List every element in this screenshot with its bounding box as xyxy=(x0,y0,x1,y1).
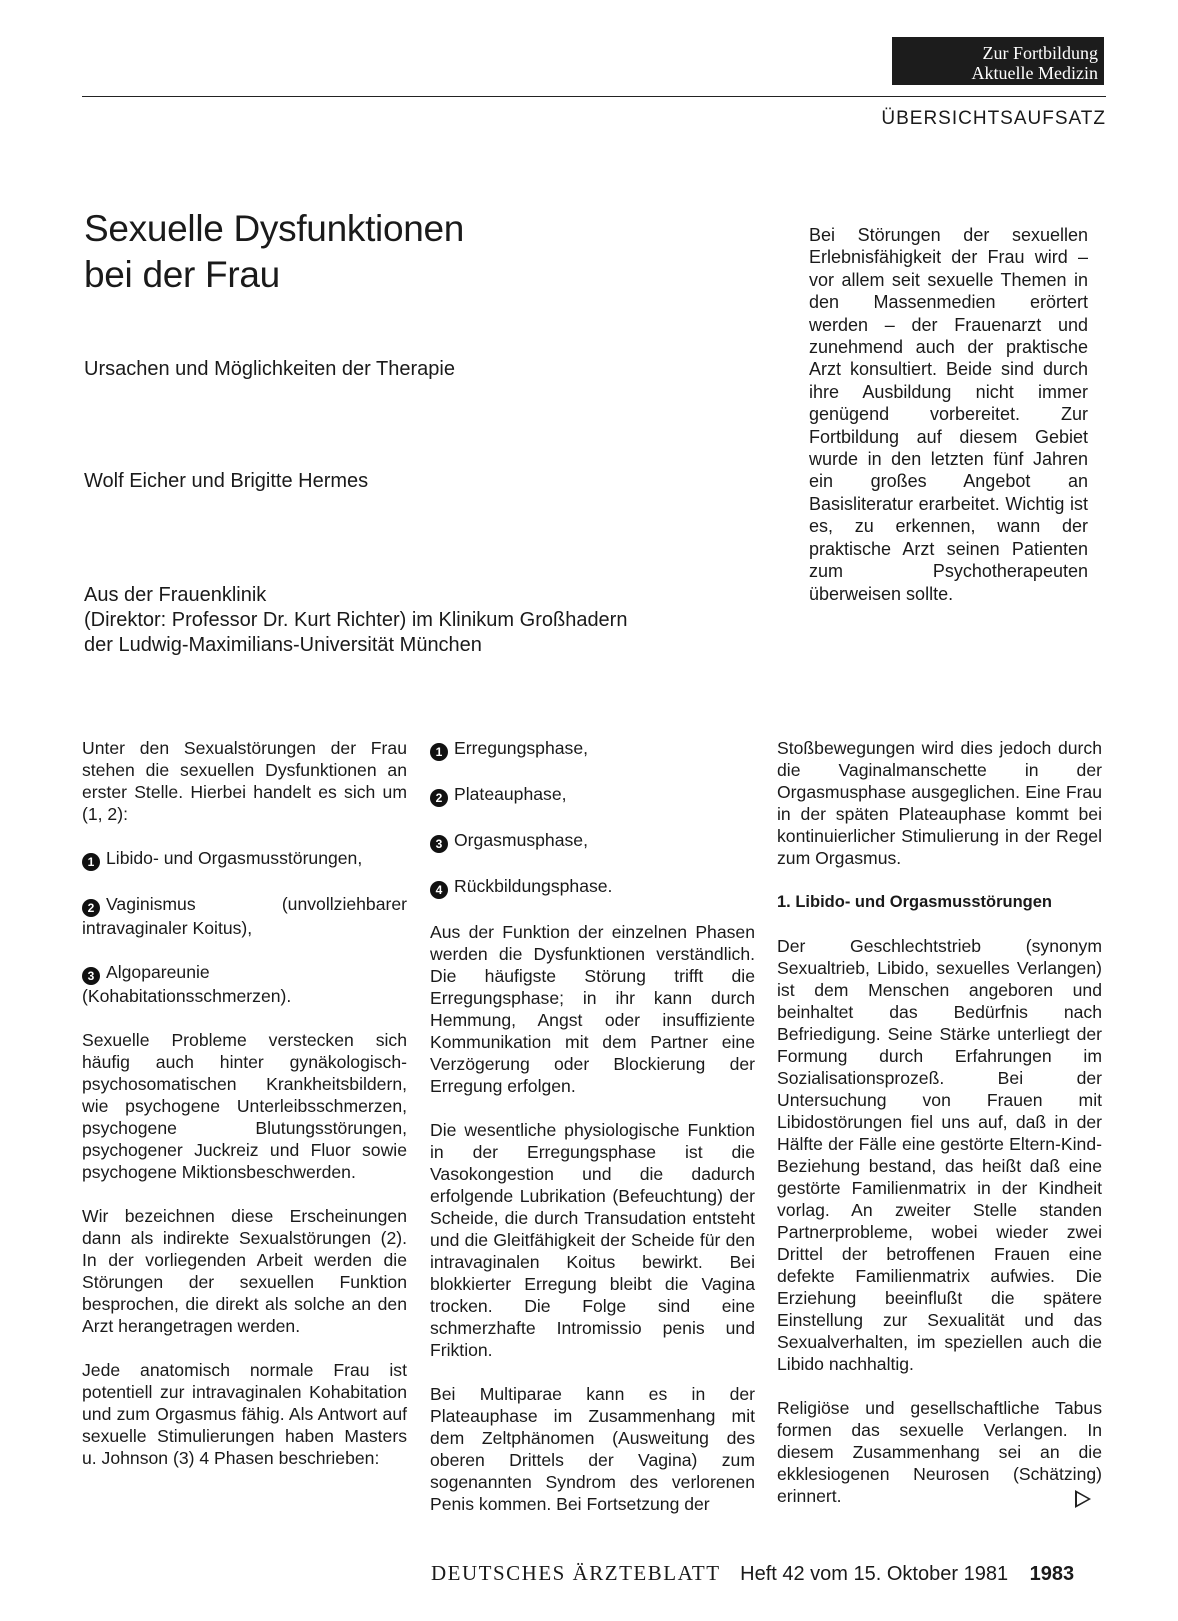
body-column-1 xyxy=(82,737,407,1491)
article-title xyxy=(84,206,684,298)
article-abstract: Bei Störungen der sexuellen Erlebnisfähigkeit der Frau wird – vor allem seit sexuelle Themen in den Massenmedien erörtert werden – der Frauenarzt und zunehmend auch der praktische Arzt konsultiert. Beide sind durch ihre Ausbildung nicht immer genügend vorbereitet. Zur Fortbildung auf diesem Gebiet wurde in den letzten fünf Jahren ein großes Angebot an Basisliteratur erarbeitet. Wichtig ist es, zu erkennen, wann der praktische Arzt seinen Patienten zum Psychotherapeuten überweisen sollte. xyxy=(809,225,1088,604)
badge-line-1: Zur Fortbildung xyxy=(982,43,1098,63)
paragraph: Aus der Funktion der einzelnen Phasen werden die Dysfunktionen verständlich. Die häufigste Störung trifft die Erregungsphase; in ihr kann durch Hemmung, Angst oder insuffiziente Kommunikation mit dem Partner eine Verzögerung oder Blockierung der Erregung erfolgen. xyxy=(430,922,755,1096)
list-item xyxy=(430,783,755,807)
list-item xyxy=(430,875,755,899)
paragraph: Religiöse und gesellschaftliche Tabus formen das sexuelle Verlangen. In diesem Zusammenhang sei an die ekklesiogenen Neurosen (Schätzing) erinnert. xyxy=(777,1398,1102,1506)
page-number: 1983 xyxy=(1029,1563,1075,1585)
number-1-icon: 1 xyxy=(430,743,448,761)
list-item xyxy=(82,961,407,1007)
header-rule xyxy=(82,96,1106,97)
list-item-text: Vaginismus (unvollziehbarer intravaginaler Koitus), xyxy=(82,894,407,938)
affiliation-line-2: (Direktor: Professor Dr. Kurt Richter) im Klinikum Großhadern xyxy=(84,609,628,631)
number-2-icon: 2 xyxy=(82,899,100,917)
badge-line-2: Aktuelle Medizin xyxy=(971,63,1098,83)
paragraph: Der Geschlechtstrieb (synonym Sexualtrieb, Libido, sexuelles Verlangen) ist dem Menschen angeboren und beinhaltet das Bedürfnis nach Befriedigung. Seine Stärke unterliegt der Formung durch Erfahrungen im Sozialisationsprozeß. Bei der Untersuchung von Frauen mit Libidostörungen fiel uns auf, daß in der Hälfte der Fälle eine gestörte Eltern-Kind-Beziehung bestand, das heißt daß eine gestörte Familienmatrix in der Kindheit vorlag. An zweiter Stelle standen Partnerprobleme, wobei wieder zwei Drittel der betroffenen Frauen eine defekte Familienmatrix aufwies. Die Erziehung beeinflußt die spätere Einstellung zur Sexualität und das Sexualverhalten, im speziellen auch die Libido nachhaltig. xyxy=(777,936,1102,1374)
article-authors: Wolf Eicher und Brigitte Hermes xyxy=(84,470,369,492)
paragraph: Bei Multiparae kann es in der Plateauphase im Zusammenhang mit dem Zeltphänomen (Ausweitung des oberen Drittels der Vagina) zum sogenannten Syndrom des verlorenen Penis kommen. Bei Fortsetzung der xyxy=(430,1384,755,1514)
number-4-icon: 4 xyxy=(430,881,448,899)
issue-info: Heft 42 vom 15. Oktober 1981 xyxy=(740,1563,1009,1585)
number-3-icon: 3 xyxy=(430,835,448,853)
paragraph: Die wesentliche physiologische Funktion in der Erregungsphase ist die Vasokongestion und die dadurch erfolgende Lubrikation (Befeuchtung) der Scheide, die durch Transudation entsteht und die Gleitfähigkeit der Scheide für den intravaginalen Koitus bewirkt. Bei blokkierter Erregung bleibt die Vagina trocken. Die Folge sind eine schmerzhafte Intromissio penis und Friktion. xyxy=(430,1120,755,1360)
journal-name: DEUTSCHES ÄRZTEBLATT xyxy=(431,1561,721,1585)
list-item xyxy=(82,893,407,939)
section-label: ÜBERSICHTSAUFSATZ xyxy=(881,108,1106,129)
body-column-2 xyxy=(430,737,755,1537)
affiliation-line-3: der Ludwig-Maximilians-Universität München xyxy=(84,634,482,656)
number-2-icon: 2 xyxy=(430,789,448,807)
list-item-text: Rückbildungsphase. xyxy=(454,876,613,896)
list-item-text: Orgasmusphase, xyxy=(454,830,588,850)
body-column-3 xyxy=(777,737,1102,1529)
number-3-icon: 3 xyxy=(82,967,100,985)
paragraph: Unter den Sexualstörungen der Frau stehen die sexuellen Dysfunktionen an erster Stelle. Hierbei handelt es sich um (1, 2): xyxy=(82,738,407,824)
list-item-text: Plateauphase, xyxy=(454,784,567,804)
paragraph: Wir bezeichnen diese Erscheinungen dann als indirekte Sexualstörungen (2). In der vorliegenden Arbeit werden die Störungen der sexuellen Funktion besprochen, die direkt als solche an den Arzt herangetragen werden. xyxy=(82,1206,407,1336)
article-subtitle: Ursachen und Möglichkeiten der Therapie xyxy=(84,358,455,380)
paragraph: Sexuelle Probleme verstecken sich häufig auch hinter gynäkologisch-psychosomatischen Krankheitsbildern, wie psychogene Unterleibsschmerzen, psychogene Blutungsstörungen, psychogener Juckreiz und Fluor sowie psychogene Miktionsbeschwerden. xyxy=(82,1030,407,1182)
paragraph: Stoßbewegungen wird dies jedoch durch die Vaginalmanschette in der Orgasmusphase ausgeglichen. Eine Frau in der späten Plateauphase kommt bei kontinuierlicher Stimulierung in der Regel zum Orgasmus. xyxy=(777,738,1102,868)
number-1-icon: 1 xyxy=(82,853,100,871)
page-footer xyxy=(431,1561,1074,1586)
list-item xyxy=(82,847,407,871)
list-item-text: Libido- und Orgasmusstörungen, xyxy=(106,848,363,868)
section-badge xyxy=(892,37,1104,85)
section-heading: 1. Libido- und Orgasmusstörungen xyxy=(777,893,1053,911)
list-item xyxy=(430,829,755,853)
author-affiliation xyxy=(84,583,627,658)
title-line-2: bei der Frau xyxy=(84,254,280,295)
list-item xyxy=(430,737,755,761)
affiliation-line-1: Aus der Frauenklinik xyxy=(84,584,267,606)
title-line-1: Sexuelle Dysfunktionen xyxy=(84,208,465,249)
paragraph: Jede anatomisch normale Frau ist potentiell zur intravaginalen Kohabitation und zum Orgasmus fähig. Als Antwort auf sexuelle Stimulierungen haben Masters u. Johnson (3) 4 Phasen beschrieben: xyxy=(82,1360,407,1468)
list-item-text: Algopareunie (Kohabitationsschmerzen). xyxy=(82,962,292,1006)
continue-arrow-icon xyxy=(1075,1490,1091,1508)
list-item-text: Erregungsphase, xyxy=(454,738,588,758)
